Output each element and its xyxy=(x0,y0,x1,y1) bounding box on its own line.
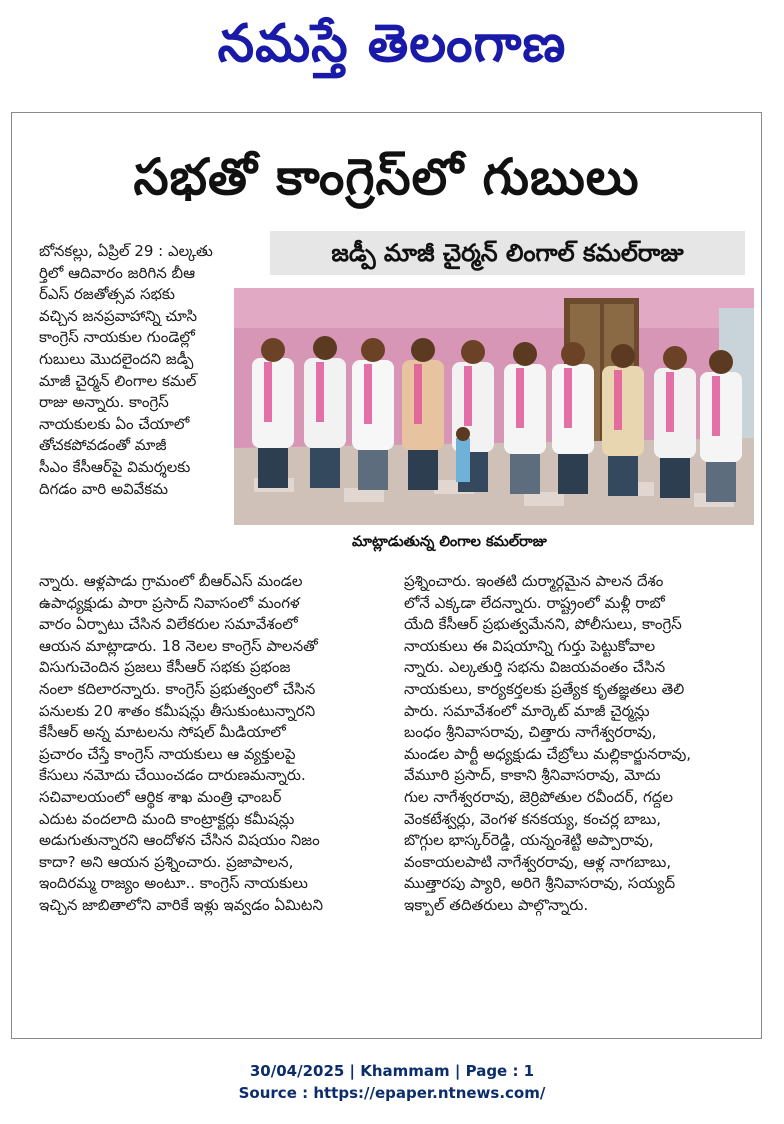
subheadline: జడ్పీ మాజీ చైర్మన్ లింగాల్ కమల్‌రాజు xyxy=(270,231,745,275)
article-line: గుబులు మొదలైందని జడ్పీ xyxy=(39,349,194,368)
article-line: కేసీఆర్ అన్న మాటలను సోషల్ మీడియాలో xyxy=(39,723,286,742)
headline: సభతో కాంగ్రెస్‌లో గుబులు xyxy=(133,148,640,206)
article-line: గుల నాగేశ్వరరావు, జెర్రిపోతుల రవీందర్, గద్దల xyxy=(404,787,673,806)
article-line: బంధం శ్రీనివాసరావు, చిత్తారు నాగేశ్వరరావు, xyxy=(404,723,657,742)
article-line: యేది కేసీఆర్ ప్రభుత్వమేనని, పోలీసులు, కాంగ్రెస్ xyxy=(404,615,682,634)
article-line: కాదా? అని ఆయన ప్రశ్నించారు. ప్రజాపాలన, xyxy=(39,852,294,871)
article-line: తోచకపోవడంతో మాజీ xyxy=(39,436,167,455)
article-line: వేమూరి ప్రసాద్, కాకాని శ్రీనివాసరావు, మోదు xyxy=(404,766,661,785)
photo-caption: మాట్లాడుతున్న లింగాల కమల్‌రాజు xyxy=(352,534,547,550)
article-right-column xyxy=(404,571,754,917)
news-clipping xyxy=(11,112,762,1039)
article-line: ఇక్బాల్ తదితరులు పాల్గొన్నారు. xyxy=(404,895,589,914)
article-line: వంకాయలపాటి నాగేశ్వరరావు, ఆళ్ల నాగబాబు, xyxy=(404,852,672,871)
article-line: నాయకులకు ఏం చేయాలో xyxy=(39,414,190,433)
article-line: బొగ్గుల భాస్కర్‌రెడ్డి, యన్నంశెట్టి అప్పారావు, xyxy=(404,831,654,850)
article-line: కేసులు నమోదు చేయించడం దారుణమన్నారు. xyxy=(39,766,306,785)
article-line: ర్తిలో ఆదివారం జరిగిన బీఆ xyxy=(39,263,196,282)
article-line: వెంకటేశ్వర్లు, వెంగళ కనకయ్య, కంచర్ల బాబు, xyxy=(404,809,662,828)
article-left-column xyxy=(39,571,384,917)
article-narrow-column xyxy=(39,241,264,500)
article-line: సీఎం కేసీఆర్‌పై విమర్శలకు xyxy=(39,457,191,476)
article-line: మాజీ చైర్మన్ లింగాల కమల్ xyxy=(39,371,197,390)
article-line: కాంగ్రెస్ నాయకుల గుండెల్లో xyxy=(39,328,195,347)
article-line: నంలా కదిలారన్నారు. కాంగ్రెస్ ప్రభుత్వంలో చేసిన xyxy=(39,679,316,698)
article-line: విసుగుచెందిన ప్రజలు కేసీఆర్ సభకు ప్రభంజ xyxy=(39,658,291,677)
article-line: దిగడం వారి అవివేకమ xyxy=(39,479,168,498)
article-line: ఇచ్చిన జాబితాలోని వారికే ఇళ్లు ఇవ్వడం ఏమిటని xyxy=(39,895,324,914)
footer xyxy=(0,1060,784,1104)
article-line: ర్‌ఎస్ రజతోత్సవ సభకు xyxy=(39,285,175,304)
article-line: ఎదుట వందలాది మంది కాంట్రాక్టర్లు కమీషన్లు xyxy=(39,809,295,828)
article-line: పనులకు 20 శాతం కమీషన్లు తీసుకుంటున్నారని xyxy=(39,701,316,720)
article-line: ఇందిరమ్మ రాజ్యం అంటూ.. కాంగ్రెస్ నాయకులు xyxy=(39,874,308,893)
article-line: మండల పార్టీ అధ్యక్షుడు చేబ్రోలు మల్లికార్జునరావు, xyxy=(404,744,692,763)
article-line: రాజు అన్నారు. కాంగ్రెస్ xyxy=(39,393,169,412)
article-line: ఆయన మాట్లాడారు. 18 నెలల కాంగ్రెస్ పాలనతో xyxy=(39,636,318,655)
footer-source: Source : https://epaper.ntnews.com/ xyxy=(238,1084,546,1102)
article-line: లోనే ఎక్కడా లేదన్నారు. రాష్ట్రంలో మళ్లీ రాబో xyxy=(404,593,665,612)
article-line: ప్రశ్నించారు. ఇంతటి దుర్మార్గమైన పాలన దేశం xyxy=(404,572,664,590)
article-line: సచివాలయంలో ఆర్థిక శాఖ మంత్రి ఛాంబర్ xyxy=(39,787,282,806)
masthead-logo: నమస్తే తెలంగాణ xyxy=(217,14,567,74)
news-photo xyxy=(234,288,754,525)
article-line: వారం ఏర్పాటు చేసిన విలేకరుల సమావేశంలో xyxy=(39,615,298,634)
article-line: నాయకులు, కార్యకర్తలకు ప్రత్యేక కృతజ్ఞతలు తెలి xyxy=(404,679,685,698)
article-line: నాయకులు ఈ విషయాన్ని గుర్తు పెట్టుకోవాల xyxy=(404,636,656,655)
article-line: అడుగుతున్నారని ఆందోళన చేసిన విషయం నిజం xyxy=(39,831,320,850)
article-line: న్నారు. ఎల్కతుర్తి సభను విజయవంతం చేసిన xyxy=(404,658,666,677)
article-line: ఉపాధ్యక్షుడు పారా ప్రసాద్ నివాసంలో మంగళ xyxy=(39,593,300,612)
article-line: న్నారు. ఆళ్లపాడు గ్రామంలో బీఆర్ఎస్ మండల xyxy=(39,572,303,590)
article-line: ప్రచారం చేస్తే కాంగ్రెస్ నాయకులు ఆ వ్యక్తులపై xyxy=(39,744,296,763)
article-line: ముత్తారపు ప్యారి, అరిగె శ్రీనివాసరావు, సయ్యద్ xyxy=(404,874,676,893)
article-line: వచ్చిన జనప్రవాహాన్ని చూసి xyxy=(39,306,197,325)
article-line: బోనకల్లు, ఏప్రిల్ 29 : ఎల్కతు xyxy=(39,242,213,260)
footer-date-page: 30/04/2025 | Khammam | Page : 1 xyxy=(249,1062,535,1080)
article-line: పారు. సమావేశంలో మార్కెట్ మాజీ చైర్మన్లు xyxy=(404,701,650,720)
